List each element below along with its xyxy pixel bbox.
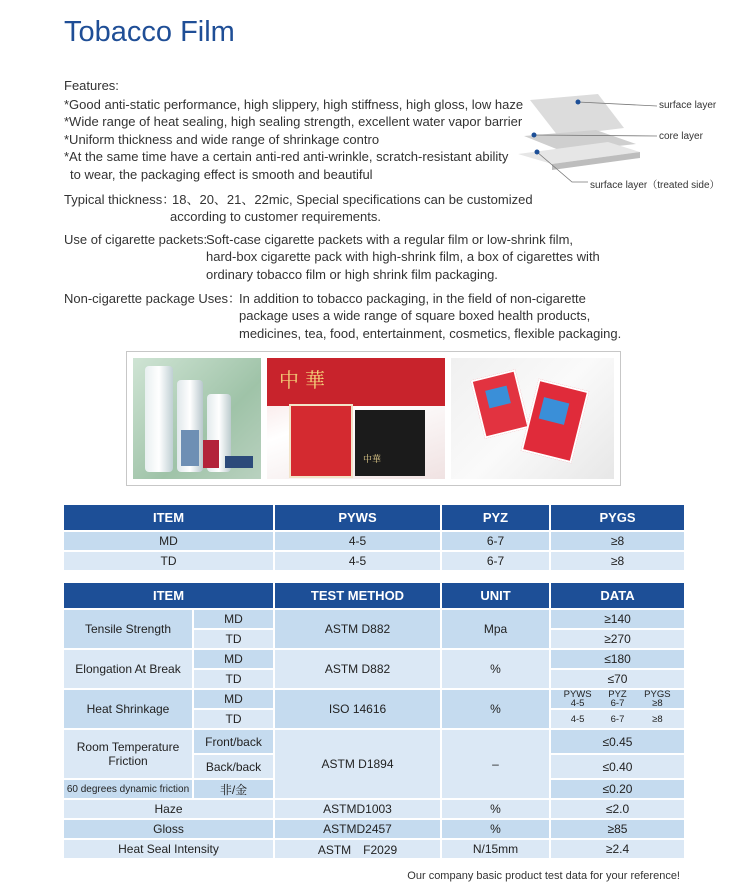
feature-line: *Wide range of heat sealing, high sealing strength, excellent water vapor barrier: [64, 114, 523, 129]
feature-line: *At the same time have a certain anti-red anti-wrinkle, scratch-resistant ability: [64, 149, 509, 164]
heat-md-values: PYWS PYZ PYGS 4-5 6-7 ≥8: [551, 690, 684, 708]
table-row: TD 4-5 6-7 ≥8: [64, 552, 684, 570]
table-row: Heat Shrinkage MD ISO 14616 % PYWS PYZ PYGS 4-5 6-7 ≥8: [64, 690, 684, 708]
table-row: TD ≤70: [64, 670, 684, 688]
noncig-use-line: medicines, tea, food, entertainment, cosmetics, flexible packaging.: [239, 326, 622, 341]
noncig-use-line: In addition to tobacco packaging, in the field of non-cigarette: [239, 291, 586, 306]
col-header: ITEM: [64, 583, 273, 608]
table-row: Haze ASTMD1003 % ≤2.0: [64, 800, 684, 818]
surface-layer-label: surface layer: [659, 100, 717, 111]
col-header: ITEM: [64, 505, 273, 530]
feature-line: to wear, the packaging effect is smooth and beautiful: [70, 167, 373, 182]
table-row: TD 4-5 6-7 ≥8: [64, 710, 684, 728]
features-heading: Features:: [64, 78, 119, 93]
page-title: Tobacco Film: [64, 16, 235, 48]
table-row: Tensile Strength MD ASTM D882 Mpa ≥140: [64, 610, 684, 628]
table-row: MD 4-5 6-7 ≥8: [64, 532, 684, 550]
table-row: Gloss ASTMD2457 % ≥85: [64, 820, 684, 838]
noncig-use-label: Non-cigarette package Uses：: [64, 291, 242, 306]
col-header: UNIT: [442, 583, 549, 608]
col-header: TEST METHOD: [275, 583, 440, 608]
col-header: PYZ: [442, 505, 549, 530]
noncig-use-line: package uses a wide range of square boxed health products,: [239, 308, 591, 323]
feature-line: *Good anti-static performance, high slippery, high stiffness, high gloss, low haze: [64, 97, 524, 112]
treated-side-label: surface layer（treated side）: [590, 180, 720, 191]
thickness-value-2: according to customer requirements.: [170, 209, 381, 224]
table-row: 60 degrees dynamic friction 非/金 ≤0.20: [64, 780, 684, 798]
table-row: Heat Seal Intensity ASTM F2029 N/15mm ≥2.4: [64, 840, 684, 858]
footer-note: Our company basic product test data for your reference!: [407, 870, 680, 882]
boxed-pack-photo: [451, 358, 614, 479]
table-row: Back/back ≤0.40: [64, 755, 684, 778]
product-photos: [126, 351, 621, 486]
table-row: TD ≥270: [64, 630, 684, 648]
table-row: Room Temperature Friction Front/back ASTM D1894 – ≤0.45: [64, 730, 684, 753]
cig-use-line: ordinary tobacco film or high shrink film packaging.: [206, 267, 498, 282]
thickness-value: 18、20、21、22mic, Special specifications can be customized: [172, 192, 533, 207]
shrink-table: [62, 503, 686, 572]
thickness-label: Typical thickness：: [64, 192, 176, 207]
core-layer-label: core layer: [659, 131, 703, 142]
spec-table: [62, 581, 686, 860]
table-row: Elongation At Break MD ASTM D882 % ≤180: [64, 650, 684, 668]
brand-logo: 中華: [279, 368, 331, 392]
cig-use-line: Soft-case cigarette packets with a regular film or low-shrink film,: [206, 232, 574, 247]
col-header: PYGS: [551, 505, 684, 530]
col-header: PYWS: [275, 505, 440, 530]
cig-use-line: hard-box cigarette pack with high-shrink film, a box of cigarettes with: [206, 249, 600, 264]
heat-td-values: 4-5 6-7 ≥8: [551, 710, 684, 728]
chinese-cigarette-photo: [267, 358, 445, 479]
col-header: DATA: [551, 583, 684, 608]
feature-line: *Uniform thickness and wide range of shrinkage contro: [64, 132, 380, 147]
cig-use-label: Use of cigarette packets:: [64, 232, 208, 247]
pack-label: 中華: [363, 455, 382, 465]
film-rolls-photo: [133, 358, 261, 479]
